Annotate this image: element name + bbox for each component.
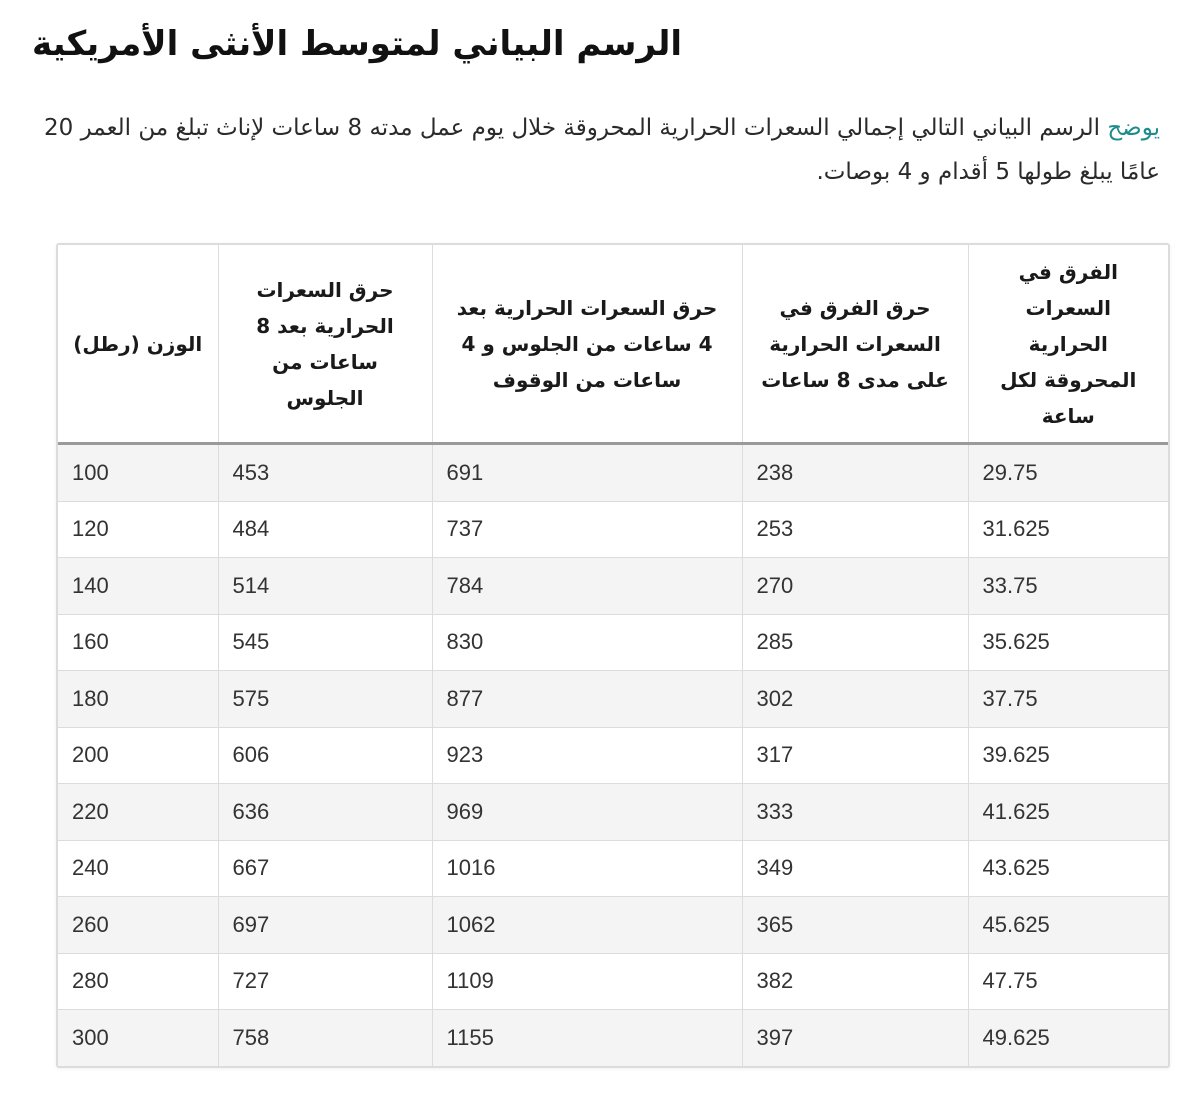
table-cell: 302 <box>742 671 968 728</box>
table-cell: 514 <box>218 558 432 615</box>
table-cell: 43.625 <box>968 840 1168 897</box>
table-cell: 39.625 <box>968 727 1168 784</box>
table-cell: 37.75 <box>968 671 1168 728</box>
table-cell: 31.625 <box>968 501 1168 558</box>
table-cell: 180 <box>58 671 218 728</box>
header-sitting-standing: حرق السعرات الحرارية بعد 4 ساعات من الجلوس و 4 ساعات من الوقوف <box>432 245 742 444</box>
header-difference-per-hour: الفرق في السعرات الحرارية المحروقة لكل ساعة <box>968 245 1168 444</box>
table-cell: 691 <box>432 444 742 502</box>
table-row <box>58 897 1168 954</box>
table-cell: 35.625 <box>968 614 1168 671</box>
table-cell: 737 <box>432 501 742 558</box>
table-cell: 667 <box>218 840 432 897</box>
intro-link[interactable]: يوضح <box>1107 115 1160 141</box>
table-cell: 160 <box>58 614 218 671</box>
header-sitting-8h: حرق السعرات الحرارية بعد 8 ساعات من الجلوس <box>218 245 432 444</box>
table-row <box>58 727 1168 784</box>
table-cell: 727 <box>218 953 432 1010</box>
table-cell: 100 <box>58 444 218 502</box>
table-row <box>58 671 1168 728</box>
table-cell: 453 <box>218 444 432 502</box>
intro-text: الرسم البياني التالي إجمالي السعرات الحرارية المحروقة خلال يوم عمل مدته 8 ساعات لإناث تبلغ من العمر 20 عامًا يبلغ طولها 5 أقدام و 4 بوصات. <box>44 115 1160 185</box>
intro-paragraph <box>44 106 1160 194</box>
table-row <box>58 444 1168 502</box>
table-cell: 382 <box>742 953 968 1010</box>
table-cell: 240 <box>58 840 218 897</box>
calories-table-container <box>56 243 1170 1068</box>
table-row <box>58 953 1168 1010</box>
table-cell: 349 <box>742 840 968 897</box>
table-cell: 333 <box>742 784 968 841</box>
table-row <box>58 1010 1168 1066</box>
table-cell: 300 <box>58 1010 218 1066</box>
table-cell: 317 <box>742 727 968 784</box>
table-cell: 784 <box>432 558 742 615</box>
table-cell: 606 <box>218 727 432 784</box>
table-cell: 285 <box>742 614 968 671</box>
table-cell: 575 <box>218 671 432 728</box>
table-row <box>58 501 1168 558</box>
table-cell: 636 <box>218 784 432 841</box>
table-cell: 877 <box>432 671 742 728</box>
table-cell: 1155 <box>432 1010 742 1066</box>
table-cell: 120 <box>58 501 218 558</box>
table-cell: 1109 <box>432 953 742 1010</box>
table-cell: 47.75 <box>968 953 1168 1010</box>
table-cell: 220 <box>58 784 218 841</box>
table-cell: 484 <box>218 501 432 558</box>
table-cell: 29.75 <box>968 444 1168 502</box>
table-cell: 140 <box>58 558 218 615</box>
calories-table <box>58 245 1168 1066</box>
table-cell: 545 <box>218 614 432 671</box>
table-row <box>58 558 1168 615</box>
table-row <box>58 614 1168 671</box>
table-cell: 1016 <box>432 840 742 897</box>
page-title: الرسم البياني لمتوسط الأنثى الأمريكية <box>32 24 682 64</box>
table-cell: 33.75 <box>968 558 1168 615</box>
table-cell: 45.625 <box>968 897 1168 954</box>
header-weight: الوزن (رطل) <box>58 245 218 444</box>
table-cell: 200 <box>58 727 218 784</box>
table-cell: 280 <box>58 953 218 1010</box>
table-cell: 830 <box>432 614 742 671</box>
table-header-row <box>58 245 1168 444</box>
table-cell: 923 <box>432 727 742 784</box>
table-cell: 397 <box>742 1010 968 1066</box>
table-body <box>58 444 1168 1066</box>
table-row <box>58 784 1168 841</box>
table-cell: 238 <box>742 444 968 502</box>
table-row <box>58 840 1168 897</box>
table-cell: 49.625 <box>968 1010 1168 1066</box>
table-cell: 270 <box>742 558 968 615</box>
table-cell: 41.625 <box>968 784 1168 841</box>
table-cell: 969 <box>432 784 742 841</box>
table-cell: 758 <box>218 1010 432 1066</box>
table-cell: 697 <box>218 897 432 954</box>
table-cell: 253 <box>742 501 968 558</box>
header-difference-8h: حرق الفرق في السعرات الحرارية على مدى 8 ساعات <box>742 245 968 444</box>
table-cell: 1062 <box>432 897 742 954</box>
table-cell: 365 <box>742 897 968 954</box>
table-cell: 260 <box>58 897 218 954</box>
